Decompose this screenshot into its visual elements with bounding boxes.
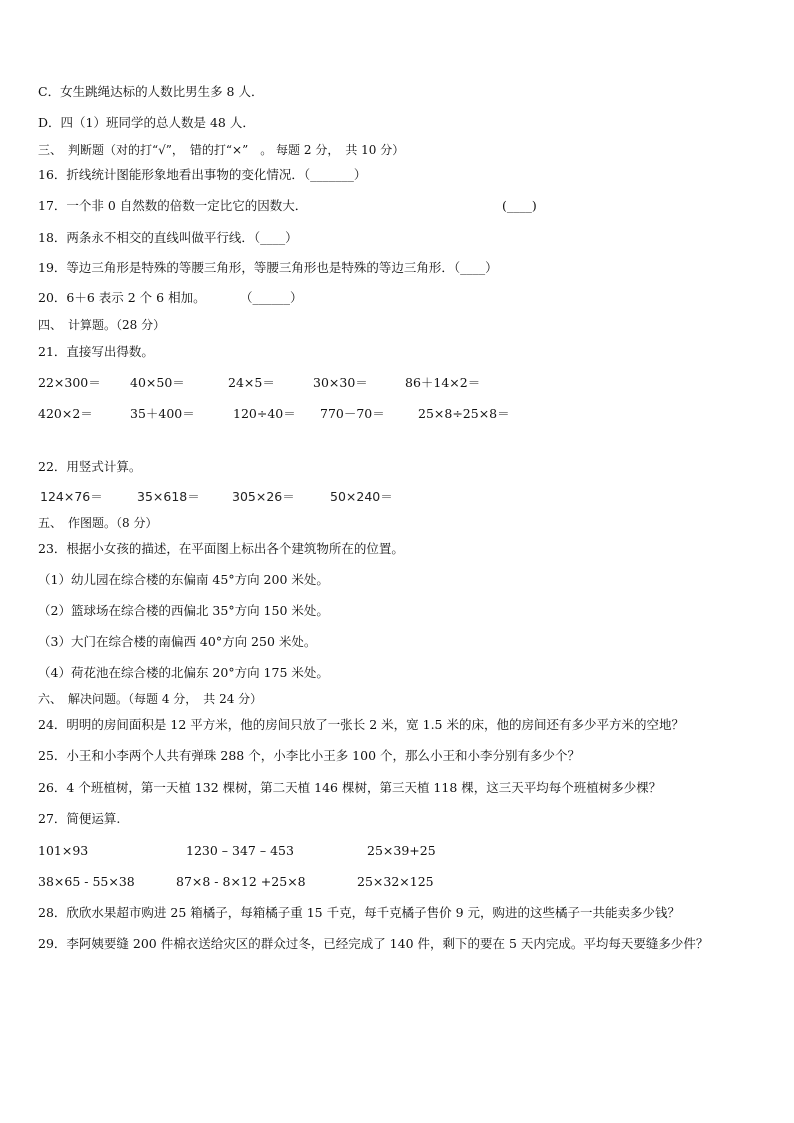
section-6-heading: 六、 解决问题。（每题 4 分， 共 24 分） [38,692,263,706]
q27-expression: 101×93 [38,843,89,858]
line-option-d: D．四（1）班同学的总人数是 48 人． [38,115,255,130]
q21-expression: 22×300＝ [38,375,101,390]
line-option-c: C．女生跳绳达标的人数比男生多 8 人． [38,84,264,99]
question-20: 20．6＋6 表示 2 个 6 相加。 [38,290,206,305]
question-17-blank: (____) [502,198,537,213]
section-5-heading: 五、 作图题。（8 分） [38,516,158,530]
question-23: 23．根据小女孩的描述，在平面图上标出各个建筑物所在的位置。 [38,541,404,556]
q21-expression: 420×2＝ [38,406,93,421]
question-19: 19．等边三角形是特殊的等腰三角形，等腰三角形也是特殊的等边三角形．（____） [38,260,498,275]
q21-expression: 30×30＝ [313,375,368,390]
question-29: 29．李阿姨要缝 200 件棉衣送给灾区的群众过冬，已经完成了 140 件，剩下的要在 5 天内完成。平均每天要缝多少件？ [38,936,709,951]
q21-expression: 24×5＝ [228,375,275,390]
question-28: 28．欣欣水果超市购进 25 箱橘子，每箱橘子重 15 千克，每千克橘子售价 9 元，购进的这些橘子一共能卖多少钱？ [38,905,681,920]
q21-expression: 40×50＝ [130,375,185,390]
question-17: 17．一个非 0 自然数的倍数一定比它的因数大． [38,198,308,213]
question-25: 25．小王和小李两个人共有弹珠 288 个，小李比小王多 100 个，那么小王和小李分别有多少个？ [38,748,581,763]
q22-expression: 305×26＝ [232,489,295,504]
q21-expression: 25×8÷25×8＝ [418,406,510,421]
question-18: 18．两条永不相交的直线叫做平行线．（____） [38,230,298,245]
q27-expression: 1230 – 347 – 453 [186,843,294,858]
question-16: 16．折线统计图能形象地看出事物的变化情况．（_______） [38,167,367,182]
question-23-item-4: （4）荷花池在综合楼的北偏东 20°方向 175 米处。 [38,665,329,680]
question-22: 22．用竖式计算。 [38,459,142,474]
question-21: 21．直接写出得数。 [38,344,154,359]
q27-expression: 38×65 - 55×38 [38,874,135,889]
question-23-item-3: （3）大门在综合楼的南偏西 40°方向 250 米处。 [38,634,317,649]
question-23-item-1: （1）幼儿园在综合楼的东偏南 45°方向 200 米处。 [38,572,329,587]
q27-expression: 87×8 - 8×12 +25×8 [176,874,306,889]
section-4-heading: 四、 计算题。（28 分） [38,318,166,332]
question-26: 26．4 个班植树，第一天植 132 棵树，第二天植 146 棵树，第三天植 118 棵，这三天平均每个班植树多少棵？ [38,780,662,795]
question-20-blank: （______） [240,290,303,305]
q27-expression: 25×39+25 [367,843,436,858]
q22-expression: 50×240＝ [330,489,393,504]
question-24: 24．明明的房间面积是 12 平方米，他的房间只放了一张长 2 米，宽 1.5 米的床，他的房间还有多少平方米的空地？ [38,717,684,732]
q27-expression: 25×32×125 [357,874,434,889]
q21-expression: 86＋14×2＝ [405,375,481,390]
q21-expression: 770－70＝ [320,406,385,421]
q22-expression: 35×618＝ [137,489,200,504]
question-27: 27．简便运算. [38,811,121,826]
section-3-heading: 三、 判断题（对的打“√”， 错的打“×” 。 每题 2 分， 共 10 分） [38,143,405,157]
question-23-item-2: （2）篮球场在综合楼的西偏北 35°方向 150 米处。 [38,603,329,618]
q21-expression: 120÷40＝ [233,406,296,421]
q21-expression: 35＋400＝ [130,406,195,421]
q22-expression: 124×76＝ [40,489,103,504]
